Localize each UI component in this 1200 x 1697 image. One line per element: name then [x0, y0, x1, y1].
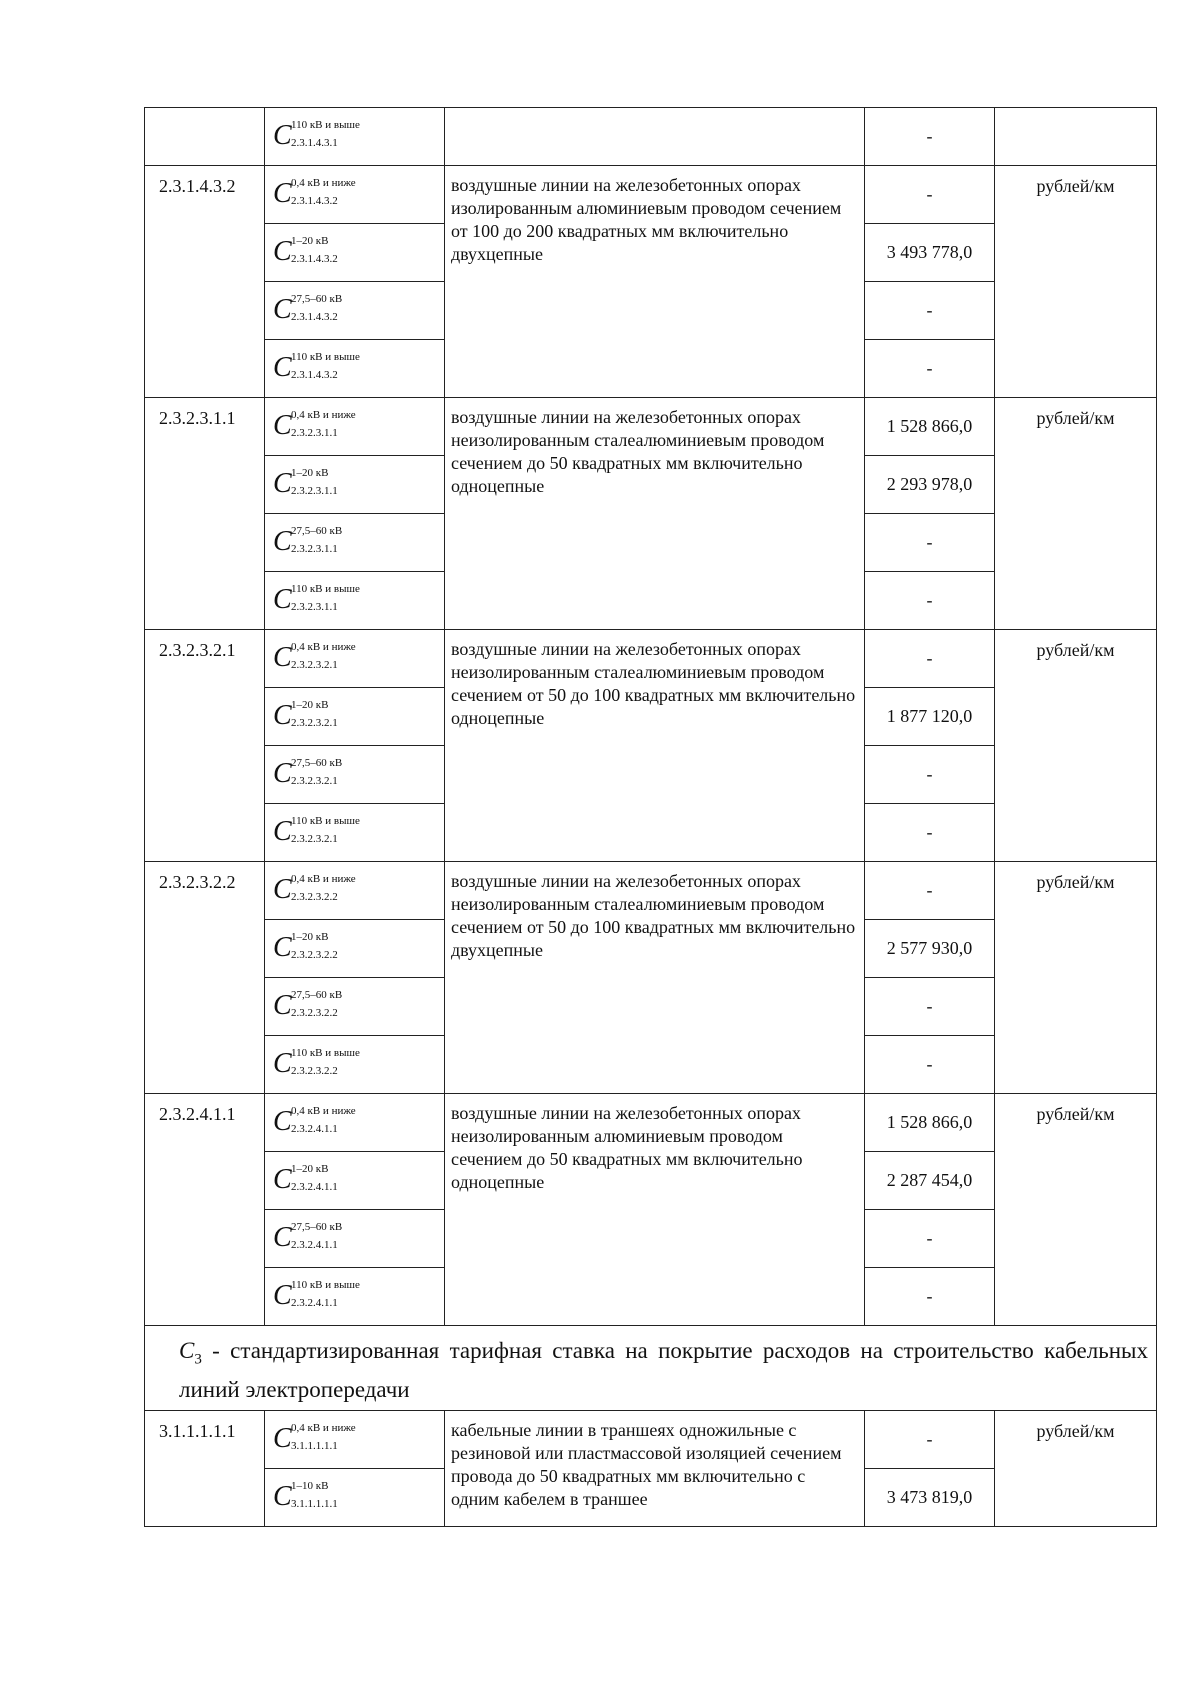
rate-symbol-voltage: 0,4 кВ и ниже	[291, 641, 356, 653]
symbol-cell	[265, 978, 445, 1036]
value-cell: -	[865, 108, 995, 166]
description-cell: воздушные линии на железобетонных опорах неизолированным сталеалюминиевым проводом сечением от 50 до 100 квадратных мм включительно двухцепные	[445, 862, 865, 1094]
rate-symbol-letter: C	[273, 1480, 292, 1512]
value-cell: -	[865, 804, 995, 862]
rate-symbol	[273, 462, 423, 502]
symbol-cell	[265, 514, 445, 572]
rate-symbol	[273, 1100, 423, 1140]
rate-symbol-voltage: 0,4 кВ и ниже	[291, 1421, 356, 1434]
rate-symbol	[273, 404, 423, 444]
table-row	[145, 166, 1157, 224]
rate-symbol	[273, 752, 423, 792]
rate-symbol-letter: C	[273, 468, 292, 499]
unit-cell: рублей/км	[995, 166, 1157, 398]
rate-symbol	[273, 984, 423, 1024]
rate-symbol	[273, 810, 423, 850]
section-symbol: С	[179, 1338, 195, 1363]
section-row	[145, 1326, 1157, 1411]
value-cell: 1 528 866,0	[865, 398, 995, 456]
rate-symbol-index: 2.3.2.3.1.1	[291, 543, 338, 555]
symbol-cell	[265, 166, 445, 224]
table-row	[145, 1410, 1157, 1468]
rate-symbol-index: 3.1.1.1.1.1	[291, 1497, 338, 1510]
code-cell: 2.3.2.4.1.1	[145, 1094, 265, 1326]
rate-symbol-voltage: 0,4 кВ и ниже	[291, 1105, 356, 1117]
rate-symbol-letter: C	[273, 642, 292, 673]
symbol-cell	[265, 1268, 445, 1326]
rate-symbol	[273, 1158, 423, 1198]
rate-symbol-voltage: 1–20 кВ	[291, 467, 329, 479]
table-row-top	[145, 108, 1157, 166]
rate-symbol-index: 2.3.1.4.3.2	[291, 369, 338, 381]
symbol-cell	[265, 1410, 445, 1468]
rate-symbol-voltage: 27,5–60 кВ	[291, 293, 343, 305]
table-row	[145, 630, 1157, 688]
rate-symbol	[273, 172, 423, 212]
rate-symbol-voltage: 1–20 кВ	[291, 699, 329, 711]
unit-cell: рублей/км	[995, 862, 1157, 1094]
tariff-table	[144, 107, 1157, 1527]
code-cell: 2.3.2.3.1.1	[145, 398, 265, 630]
rate-symbol-letter: C	[273, 1048, 292, 1079]
value-cell: 2 293 978,0	[865, 456, 995, 514]
rate-symbol	[273, 230, 423, 270]
code-cell	[145, 108, 265, 166]
rate-symbol-voltage: 110 кВ и выше	[291, 119, 360, 131]
rate-symbol-voltage: 27,5–60 кВ	[291, 989, 343, 1001]
symbol-cell	[265, 1210, 445, 1268]
symbol-cell	[265, 282, 445, 340]
rate-symbol-index: 2.3.2.4.1.1	[291, 1123, 338, 1135]
value-cell: 2 287 454,0	[865, 1152, 995, 1210]
rate-symbol-index: 2.3.2.4.1.1	[291, 1297, 338, 1309]
symbol-cell	[265, 224, 445, 282]
value-cell: -	[865, 862, 995, 920]
value-cell: -	[865, 166, 995, 224]
rate-symbol-voltage: 1–20 кВ	[291, 235, 329, 247]
value-cell: -	[865, 1410, 995, 1468]
code-cell: 2.3.2.3.2.1	[145, 630, 265, 862]
rate-symbol-index: 2.3.2.3.1.1	[291, 601, 338, 613]
value-cell: 2 577 930,0	[865, 920, 995, 978]
rate-symbol-index: 2.3.2.4.1.1	[291, 1181, 338, 1193]
rate-symbol-letter: C	[273, 584, 292, 615]
rate-symbol	[273, 694, 423, 734]
value-cell: -	[865, 1036, 995, 1094]
rate-symbol	[273, 926, 423, 966]
rate-symbol-letter: C	[273, 1280, 292, 1311]
table-body	[145, 108, 1157, 1527]
rate-symbol-index: 2.3.1.4.3.2	[291, 253, 338, 265]
value-cell: 1 528 866,0	[865, 1094, 995, 1152]
symbol-cell	[265, 1152, 445, 1210]
rate-symbol-index: 2.3.2.3.2.1	[291, 659, 338, 671]
value-cell: -	[865, 282, 995, 340]
value-cell: -	[865, 1268, 995, 1326]
unit-cell: рублей/км	[995, 1094, 1157, 1326]
rate-symbol-voltage: 0,4 кВ и ниже	[291, 409, 356, 421]
description-cell: воздушные линии на железобетонных опорах неизолированным сталеалюминиевым проводом сечением от 50 до 100 квадратных мм включительно одноцепные	[445, 630, 865, 862]
rate-symbol-letter: C	[273, 932, 292, 963]
table-row	[145, 1094, 1157, 1152]
rate-symbol-index: 2.3.1.4.3.2	[291, 311, 338, 323]
rate-symbol-letter: C	[273, 874, 292, 905]
unit-cell: рублей/км	[995, 630, 1157, 862]
symbol-cell	[265, 920, 445, 978]
rate-symbol	[273, 520, 423, 560]
rate-symbol-index: 2.3.2.3.1.1	[291, 485, 338, 497]
rate-symbol-voltage: 1–20 кВ	[291, 1163, 329, 1175]
description-cell: воздушные линии на железобетонных опорах изолированным алюминиевым проводом сечением от 100 до 200 квадратных мм включительно двухцепные	[445, 166, 865, 398]
description-cell	[445, 108, 865, 166]
rate-symbol-letter: C	[273, 236, 292, 267]
rate-symbol-voltage: 27,5–60 кВ	[291, 757, 343, 769]
rate-symbol-letter: C	[273, 294, 292, 325]
rate-symbol	[273, 114, 423, 154]
symbol-cell	[265, 1468, 445, 1526]
value-cell: -	[865, 746, 995, 804]
value-cell: -	[865, 514, 995, 572]
rate-symbol-voltage: 1–10 кВ	[291, 1479, 329, 1492]
rate-symbol-voltage: 110 кВ и выше	[291, 1047, 360, 1059]
rate-symbol	[273, 1475, 423, 1515]
section-heading	[145, 1326, 1157, 1411]
description-cell: воздушные линии на железобетонных опорах неизолированным сталеалюминиевым проводом сечением до 50 квадратных мм включительно одноцепные	[445, 398, 865, 630]
rate-symbol	[273, 1216, 423, 1256]
rate-symbol	[273, 868, 423, 908]
code-cell: 2.3.2.3.2.2	[145, 862, 265, 1094]
unit-cell: рублей/км	[995, 398, 1157, 630]
symbol-cell	[265, 340, 445, 398]
rate-symbol	[273, 288, 423, 328]
rate-symbol-index: 2.3.2.3.2.2	[291, 949, 338, 961]
section-text: - стандартизированная тарифная ставка на покрытие расходов на строительство кабельных линий электропередачи	[179, 1338, 1148, 1402]
rate-symbol-voltage: 1–20 кВ	[291, 931, 329, 943]
section-symbol-index: 3	[194, 1351, 202, 1368]
rate-symbol-voltage: 110 кВ и выше	[291, 815, 360, 827]
description-cell: воздушные линии на железобетонных опорах неизолированным алюминиевым проводом сечением до 50 квадратных мм включительно одноцепные	[445, 1094, 865, 1326]
rate-symbol	[273, 1042, 423, 1082]
rate-symbol-letter: C	[273, 178, 292, 209]
rate-symbol-voltage: 27,5–60 кВ	[291, 1221, 343, 1233]
rate-symbol-voltage: 110 кВ и выше	[291, 351, 360, 363]
symbol-cell	[265, 456, 445, 514]
symbol-cell	[265, 688, 445, 746]
value-cell: 3 473 819,0	[865, 1468, 995, 1526]
symbol-cell	[265, 746, 445, 804]
rate-symbol-index: 2.3.2.3.2.1	[291, 775, 338, 787]
rate-symbol-letter: C	[273, 352, 292, 383]
rate-symbol	[273, 1274, 423, 1314]
rate-symbol-letter: C	[273, 1222, 292, 1253]
rate-symbol-letter: C	[273, 700, 292, 731]
symbol-cell	[265, 398, 445, 456]
rate-symbol-voltage: 27,5–60 кВ	[291, 525, 343, 537]
symbol-cell	[265, 1036, 445, 1094]
symbol-cell	[265, 572, 445, 630]
unit-cell: рублей/км	[995, 1410, 1157, 1526]
description-cell: кабельные линии в траншеях одножильные с резиновой или пластмассовой изоляцией сечением провода до 50 квадратных мм включительно с одним кабелем в траншее	[445, 1410, 865, 1526]
rate-symbol-letter: C	[273, 758, 292, 789]
rate-symbol	[273, 1417, 423, 1457]
rate-symbol-voltage: 0,4 кВ и ниже	[291, 873, 356, 885]
table-row	[145, 862, 1157, 920]
code-cell: 2.3.1.4.3.2	[145, 166, 265, 398]
rate-symbol-index: 2.3.2.4.1.1	[291, 1239, 338, 1251]
symbol-cell	[265, 862, 445, 920]
rate-symbol-index: 2.3.2.3.1.1	[291, 427, 338, 439]
rate-symbol	[273, 578, 423, 618]
value-cell: -	[865, 572, 995, 630]
symbol-cell	[265, 630, 445, 688]
rate-symbol-index: 2.3.2.3.2.2	[291, 1007, 338, 1019]
symbol-cell	[265, 804, 445, 862]
value-cell: -	[865, 978, 995, 1036]
rate-symbol-letter: C	[273, 1106, 292, 1137]
table-row	[145, 398, 1157, 456]
symbol-cell	[265, 108, 445, 166]
rate-symbol-index: 2.3.2.3.2.1	[291, 717, 338, 729]
value-cell: -	[865, 340, 995, 398]
rate-symbol-index: 2.3.1.4.3.2	[291, 195, 338, 207]
rate-symbol-index: 2.3.2.3.2.2	[291, 891, 338, 903]
value-cell: 1 877 120,0	[865, 688, 995, 746]
code-cell: 3.1.1.1.1.1	[145, 1410, 265, 1526]
rate-symbol-index: 2.3.2.3.2.1	[291, 833, 338, 845]
rate-symbol-index: 2.3.2.3.2.2	[291, 1065, 338, 1077]
rate-symbol-letter: C	[273, 120, 292, 151]
rate-symbol-letter: C	[273, 1164, 292, 1195]
rate-symbol-voltage: 0,4 кВ и ниже	[291, 177, 356, 189]
value-cell: -	[865, 1210, 995, 1268]
rate-symbol-letter: C	[273, 526, 292, 557]
rate-symbol-letter: C	[273, 816, 292, 847]
rate-symbol-index: 3.1.1.1.1.1	[291, 1439, 338, 1452]
rate-symbol	[273, 636, 423, 676]
value-cell: 3 493 778,0	[865, 224, 995, 282]
rate-symbol-voltage: 110 кВ и выше	[291, 583, 360, 595]
rate-symbol-voltage: 110 кВ и выше	[291, 1279, 360, 1291]
rate-symbol-letter: C	[273, 1422, 292, 1454]
symbol-cell	[265, 1094, 445, 1152]
rate-symbol	[273, 346, 423, 386]
rate-symbol-letter: C	[273, 410, 292, 441]
rate-symbol-letter: C	[273, 990, 292, 1021]
rate-symbol-index: 2.3.1.4.3.1	[291, 137, 338, 149]
value-cell: -	[865, 630, 995, 688]
unit-cell	[995, 108, 1157, 166]
